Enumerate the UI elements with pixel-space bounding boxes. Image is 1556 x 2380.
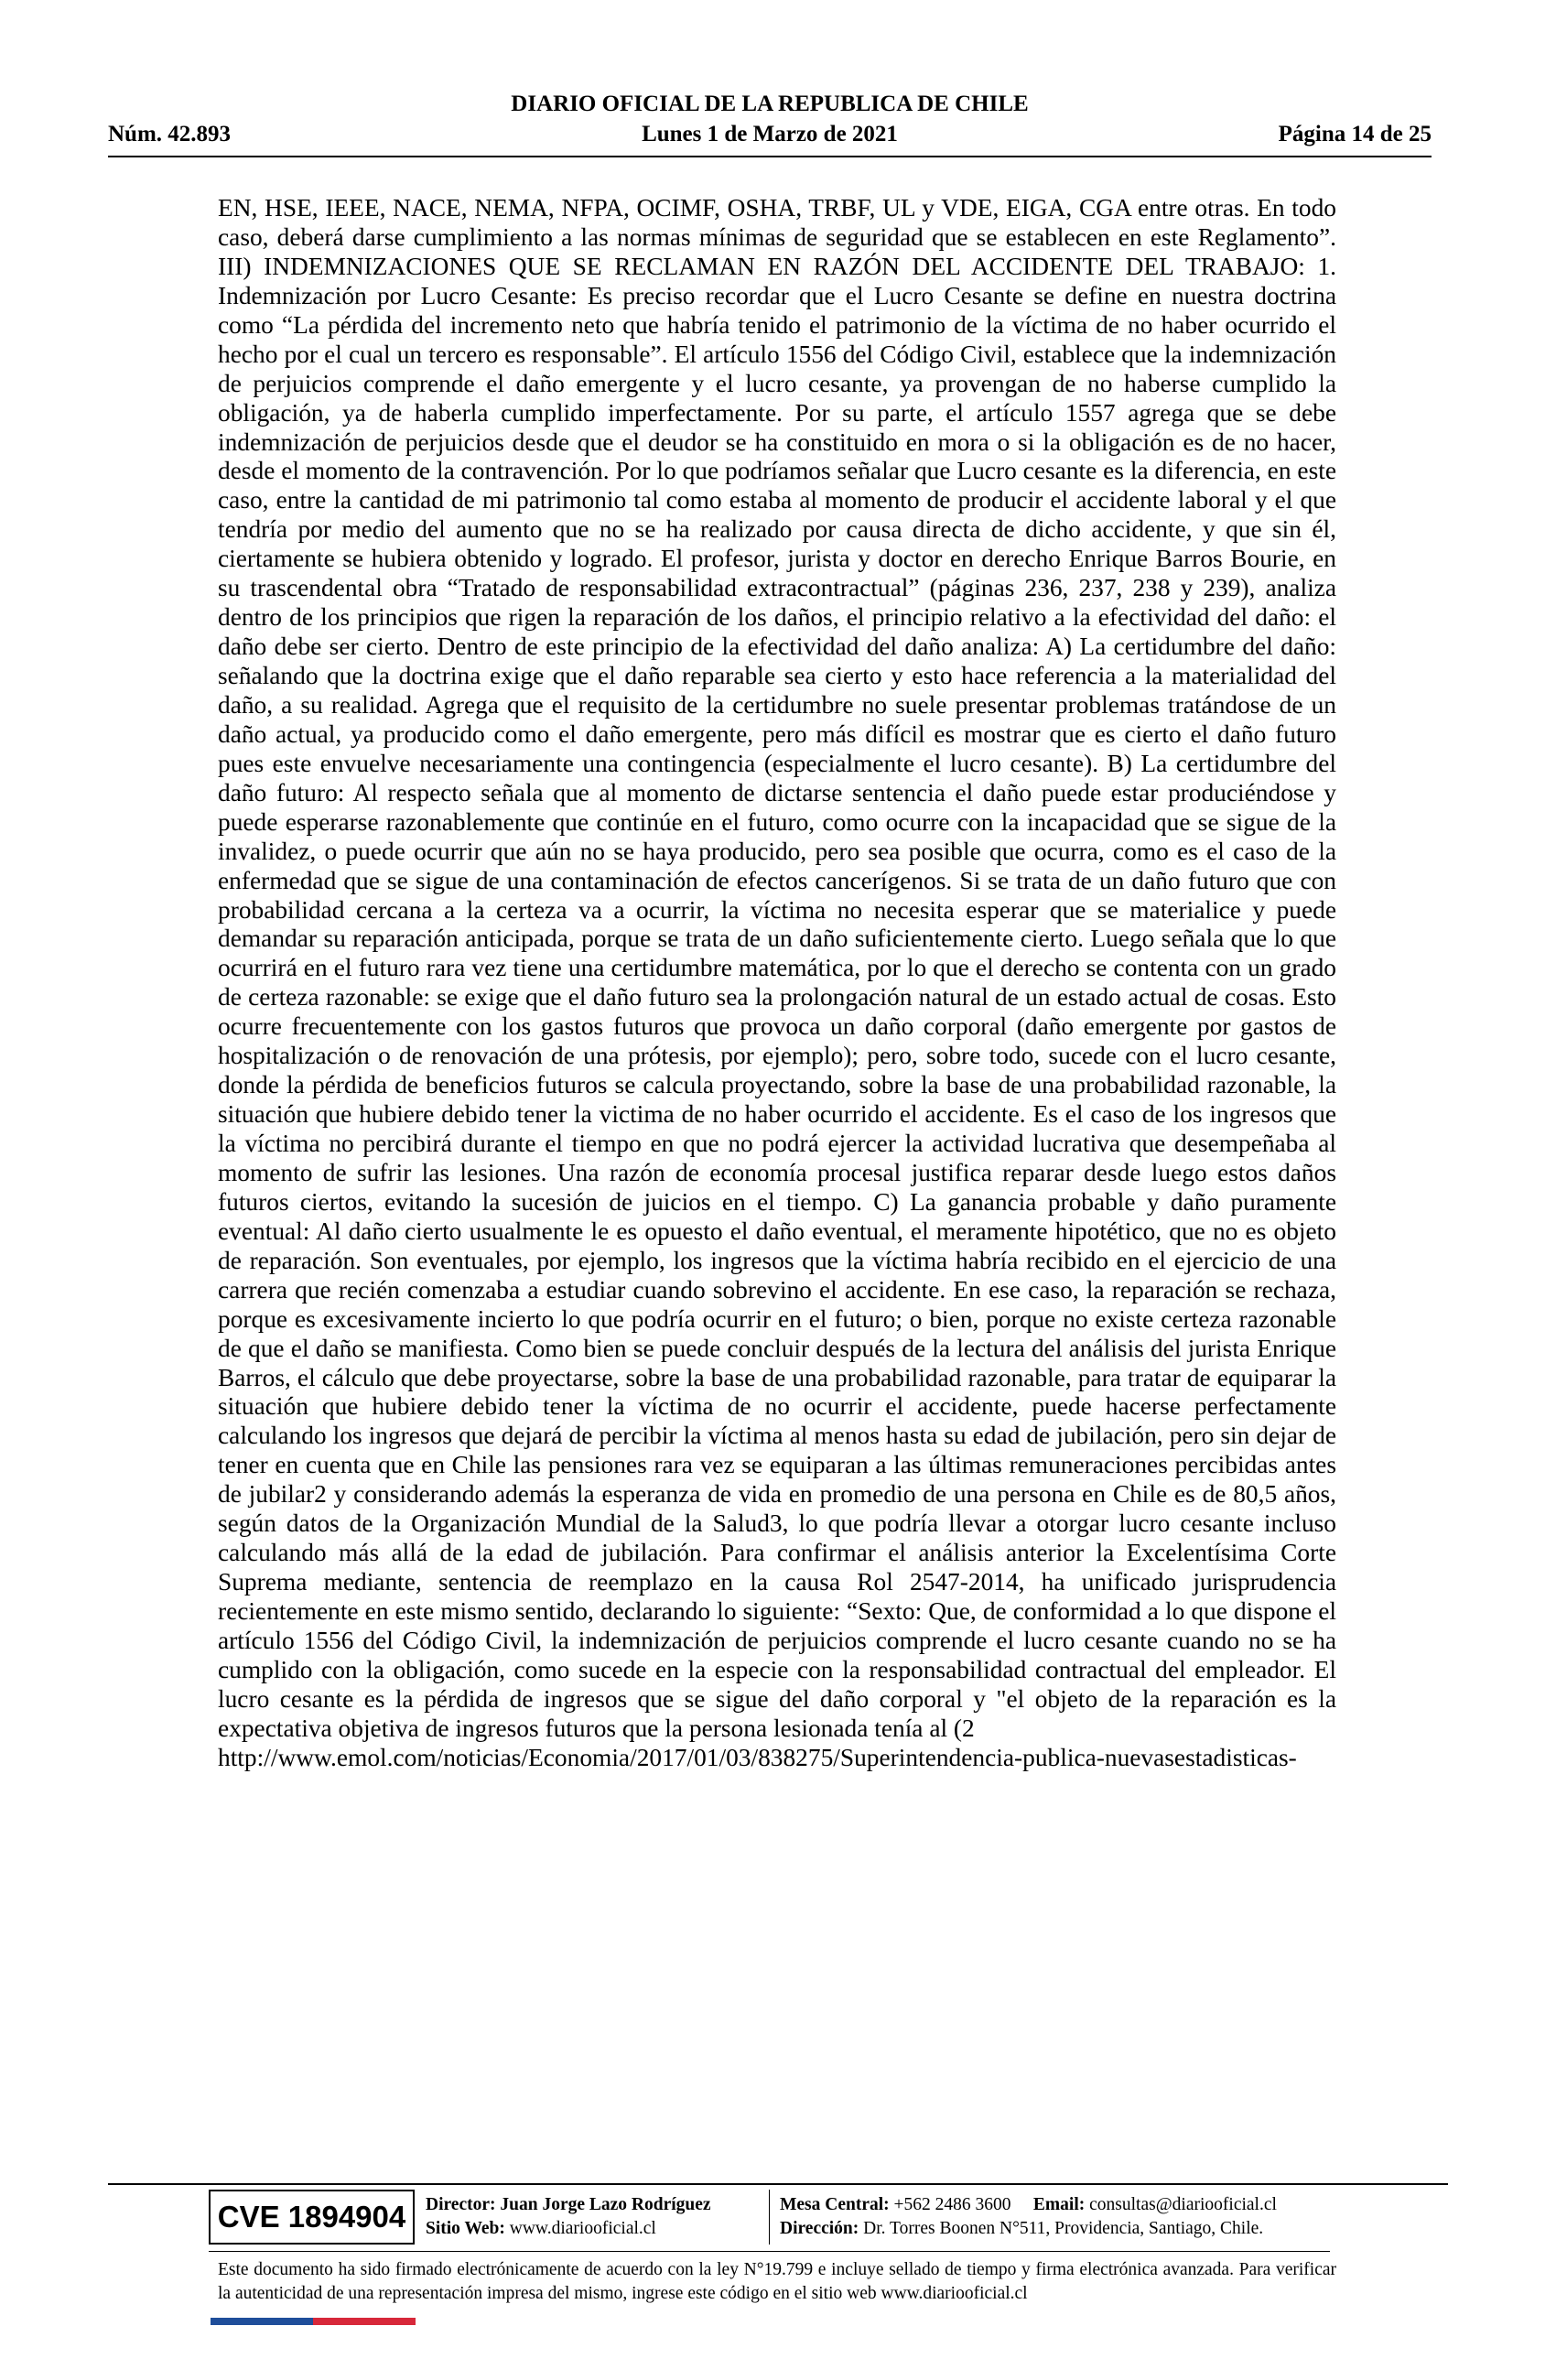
page-number: Página 14 de 25: [1278, 122, 1432, 146]
publication-title: DIARIO OFICIAL DE LA REPUBLICA DE CHILE: [511, 92, 1029, 116]
footnote-url[interactable]: http://www.emol.com/noticias/Economia/2017/01/03/838275/Superintendencia-publica-nuevasestadisticas-: [218, 1743, 1297, 1771]
article-text: EN, HSE, IEEE, NACE, NEMA, NFPA, OCIMF, OSHA, TRBF, UL y VDE, EIGA, CGA entre otras. En todo caso, deberá darse cumplimiento a las normas mínimas de seguridad que se establecen en este Reglamento”. III) INDEMNIZACIONES QUE SE RECLAMAN EN RAZÓN DEL ACCIDENTE DEL TRABAJO: 1. Indemnización por Lucro Cesante: Es preciso recordar que el Lucro Cesante se define en nuestra doctrina como “La pérdida del incremento neto que habría tenido el patrimonio de la víctima de no haber ocurrido el hecho por el cual un tercero es responsable”. El artículo 1556 del Código Civil, establece que la indemnización de perjuicios comprende el daño emergente y el lucro cesante, ya provengan de no haberse cumplido la obligación, ya de haberla cumplido imperfectamente. Por su parte, el artículo 1557 agrega que se debe indemnización de perjuicios desde que el deudor se ha constituido en mora o si la obligación es de no hacer, desde el momento de la contravención. Por lo que podríamos señalar que Lucro cesante es la diferencia, en este caso, entre la cantidad de mi patrimonio tal como estaba al momento de producir el accidente laboral y el que tendría por medio del aumento que no se ha realizado por causa directa de dicho accidente, y que sin él, ciertamente se hubiera obtenido y logrado. El profesor, jurista y doctor en derecho Enrique Barros Bourie, en su trascendental obra “Tratado de responsabilidad extracontractual” (páginas 236, 237, 238 y 239), analiza dentro de los principios que rigen la reparación de los daños, el principio relativo a la efectividad del daño: el daño debe ser cierto. Dentro de este principio de la efectividad del daño analiza: A) La certidumbre del daño: señalando que la doctrina exige que el daño reparable sea cierto y esto hace referencia a la materialidad del daño, a su realidad. Agrega que el requisito de la certidumbre no suele presentar problemas tratándose de un daño actual, ya producido como el daño emergente, pero más difícil es mostrar que es cierto el daño futuro pues este envuelve necesariamente una contingencia (especialmente el lucro cesante). B) La certidumbre del daño futuro: Al respecto señala que al momento de dictarse sentencia el daño puede estar produciéndose y puede esperarse razonablemente que continúe en el futuro, como ocurre con la incapacidad que se sigue de la invalidez, o puede ocurrir que aún no se haya producido, pero sea posible que ocurra, como es el caso de la enfermedad que se sigue de una contaminación de efectos cancerígenos. Si se trata de un daño futuro que con probabilidad cercana a la certeza va a ocurrir, la víctima no necesita esperar que se materialice y puede demandar su reparación anticipada, porque se trata de un daño suficientemente cierto. Luego señala que lo que ocurrirá en el futuro rara vez tiene una certidumbre matemática, por lo que el derecho se contenta con un grado de certeza razonable: se exige que el daño futuro sea la prolongación natural de un estado actual de cosas. Esto ocurre frecuentemente con los gastos futuros que provoca un daño corporal (daño emergente por gastos de hospitalización o de renovación de una prótesis, por ejemplo); pero, sobre todo, sucede con el lucro cesante, donde la pérdida de beneficios futuros se calcula proyectando, sobre la base de una probabilidad razonable, la situación que hubiere debido tener la victima de no haber ocurrido el accidente. Es el caso de los ingresos que la víctima no percibirá durante el tiempo en que no podrá ejercer la actividad lucrativa que desempeñaba al momento de sufrir las lesiones. Una razón de economía procesal justifica reparar desde luego estos daños futuros ciertos, evitando la sucesión de juicios en el tiempo. C) La ganancia probable y daño puramente eventual: Al daño cierto usualmente le es opuesto el daño eventual, el meramente hipotético, que no es objeto de reparación. Son eventuales, por ejemplo, los ingresos que la víctima habría recibido en el ejercicio de una carrera que recién comenzaba a estudiar cuando sobrevino el accidente. En ese caso, la reparación se rechaza, porque es excesivamente incierto lo que podría ocurrir en el futuro; o bien, porque no existe certeza razonable de que el daño se manifiesta. Como bien se puede concluir después de la lectura del análisis del jurista Enrique Barros, el cálculo que debe proyectarse, sobre la base de una probabilidad razonable, para tratar de equiparar la situación que hubiere debido tener la víctima de no ocurrir el accidente, puede hacerse perfectamente calculando los ingresos que dejará de percibir la víctima al menos hasta su edad de jubilación, pero sin dejar de tener en cuenta que en Chile las pensiones rara vez se equiparan a las últimas remuneraciones percibidas antes de jubilar2 y considerando además la esperanza de vida en promedio de una persona en Chile es de 80,5 años, según datos de la Organización Mundial de la Salud3, lo que podría llevar a otorgar lucro cesante incluso calculando más allá de la edad de jubilación. Para confirmar el análisis anterior la Excelentísima Corte Suprema mediante, sentencia de reemplazo en la causa Rol 2547-2014, ha unificado jurisprudencia recientemente en este mismo sentido, declarando lo siguiente: “Sexto: Que, de conformidad a lo que dispone el artículo 1556 del Código Civil, la indemnización de perjuicios comprende el lucro cesante cuando no se ha cumplido con la obligación, como sucede en la especie con la responsabilidad contractual del empleador. El lucro cesante es la pérdida de ingresos que se sigue del daño corporal y "el objeto de la reparación es la expectativa objetiva de ingresos futuros que la persona lesionada tenía al (2: [218, 194, 1336, 1742]
contact-block: [780, 2193, 1277, 2241]
phone-value: +562 2486 3600: [893, 2195, 1011, 2214]
cve-code: CVE 1894904: [209, 2190, 415, 2245]
issue-number: Núm. 42.893: [108, 122, 232, 146]
flag-blue-segment: [211, 2318, 313, 2325]
director-block: [426, 2193, 711, 2241]
web-label: Sitio Web:: [426, 2219, 505, 2238]
page-header: [108, 92, 1432, 156]
footer-divider: [108, 2183, 1448, 2185]
email-link[interactable]: consultas@diariooficial.cl: [1089, 2195, 1277, 2214]
chile-flag-stripe: [211, 2318, 416, 2325]
issue-date: Lunes 1 de Marzo de 2021: [642, 122, 898, 146]
director-label: Director:: [426, 2195, 496, 2214]
article-body: [218, 194, 1336, 1773]
flag-red-segment: [313, 2318, 416, 2325]
director-name: Juan Jorge Lazo Rodríguez: [500, 2195, 711, 2214]
footer-separator: [769, 2190, 770, 2245]
address-value: Dr. Torres Boonen N°511, Providencia, Santiago, Chile.: [863, 2219, 1264, 2238]
header-divider: [108, 156, 1432, 157]
email-label: Email:: [1032, 2195, 1086, 2214]
address-label: Dirección:: [780, 2219, 859, 2238]
phone-label: Mesa Central:: [780, 2195, 890, 2214]
footer-divider-2: [209, 2251, 1330, 2252]
legal-notice: Este documento ha sido firmado electrónicamente de acuerdo con la ley N°19.799 e incluye sellado de tiempo y firma electrónica avanzada. Para verificar la autenticidad de una representación impresa del mismo, ingrese este código en el sitio web www.diariooficial.cl: [218, 2260, 1336, 2303]
web-link[interactable]: www.diariooficial.cl: [509, 2219, 656, 2238]
